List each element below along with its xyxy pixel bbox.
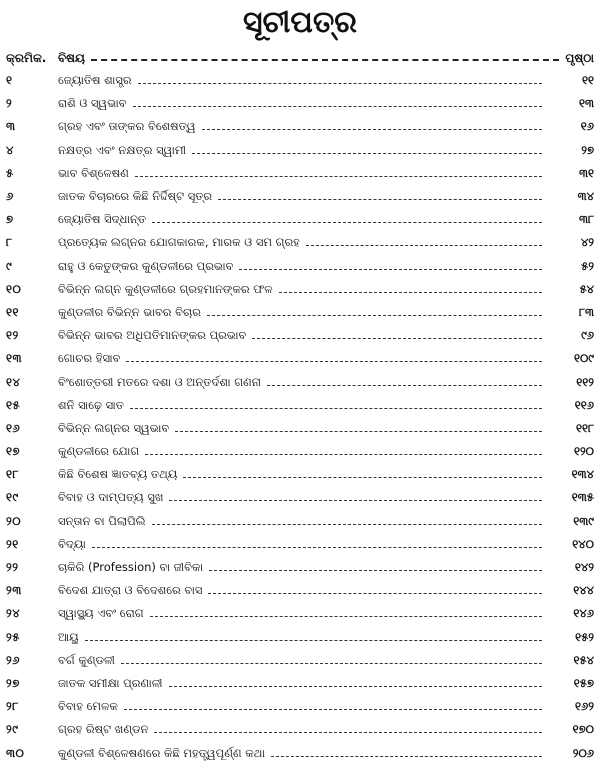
entry-topic: ଶନି ସାଢ଼େ ସାତ xyxy=(58,397,124,412)
page-title: ସୂଚୀପତ୍ର xyxy=(243,5,357,40)
leader-dashes xyxy=(208,593,542,594)
entry-page: ୧୪୬ xyxy=(573,606,594,621)
page-header: ପୃଷ୍ଠା xyxy=(565,50,594,65)
entry-number: ୨୦ xyxy=(6,513,22,528)
entry-page: ୮୩ xyxy=(578,304,594,319)
entry-number: ୨୧ xyxy=(6,536,19,551)
leader-dashes xyxy=(154,732,542,733)
entry-page: ୧୭୦ xyxy=(572,722,594,737)
leader-dashes xyxy=(85,640,542,641)
leader-dashes xyxy=(169,686,542,687)
entry-topic: ପ୍ରତ୍ୟେକ ଲଗ୍ନର ଯୋଗକାରକ, ମାରକ ଓ ସମ ଗ୍ରହ xyxy=(58,235,300,250)
toc-entry xyxy=(6,231,594,254)
toc-entry xyxy=(6,440,594,463)
entry-page: ୧୪୦ xyxy=(572,536,594,551)
entry-page: ୧୫୪ xyxy=(573,652,594,667)
entry-number: ୧୧ xyxy=(6,304,19,319)
toc-entry xyxy=(6,579,594,602)
entry-topic: କୁଣ୍ଡଳୀରେ ଯୋଗ xyxy=(58,444,140,459)
entry-topic: କୁଣ୍ଡଳୀର ବିଭିନ୍ନ ଭାବର ବିଚାର xyxy=(58,304,201,319)
entry-page: ୧୫୭ xyxy=(573,675,594,690)
entry-topic: ସ୍ୱାସ୍ଥ୍ୟ ଏବଂ ରୋଗ xyxy=(58,606,144,621)
entry-topic: ବିଭିନ୍ନ ଲଗ୍ନ କୁଣ୍ଡଳୀରେ ଗ୍ରହମାନଙ୍କର ଫଳ xyxy=(58,281,273,296)
entry-topic: ବିଦେଶ ଯାତ୍ରା ଓ ବିଦେଶରେ ବାସ xyxy=(58,583,203,598)
toc-entry xyxy=(6,255,594,278)
entry-topic: ଜ୍ୟୋତିଷ ଶାସ୍ତ୍ର xyxy=(58,73,132,88)
entry-number: ୮ xyxy=(6,235,13,250)
entry-number: ୫ xyxy=(6,165,14,180)
leader-dashes xyxy=(169,500,542,501)
entry-number: ୨୯ xyxy=(6,722,19,737)
leader-dashes xyxy=(152,222,542,223)
entry-number: ୨୮ xyxy=(6,699,19,714)
entry-topic: ଗୋଚର ହିସାବ xyxy=(58,351,121,366)
entry-topic: ଗ୍ରହ ଏବଂ ତାଙ୍କର ବିଶେଷତ୍ୱ xyxy=(58,119,196,134)
entry-page: ୧୦୯ xyxy=(573,351,594,366)
toc-entry xyxy=(6,394,594,417)
toc-entry xyxy=(6,162,594,185)
entry-number: ୧୨ xyxy=(6,328,19,343)
entry-page: ୩୧ xyxy=(578,165,594,180)
entry-number: ୨୬ xyxy=(6,652,20,667)
entry-number: ୪ xyxy=(6,142,14,157)
leader-dashes xyxy=(183,477,542,478)
entry-number: ୧୪ xyxy=(6,374,21,389)
leader-dashes xyxy=(121,663,542,664)
entry-topic: ବିଭିନ୍ନ ଭାବର ଅଧିପତିମାନଙ୍କର ପ୍ରଭାବ xyxy=(58,328,247,343)
leader-dashes xyxy=(192,153,542,154)
leader-dashes xyxy=(91,59,559,61)
leader-dashes xyxy=(152,524,542,525)
entry-page: ୧୬ xyxy=(580,119,594,134)
entry-page: ୧୩୫ xyxy=(571,490,594,505)
entry-number: ୨୪ xyxy=(6,606,21,621)
entry-number: ୩୦ xyxy=(6,745,25,760)
leader-dashes xyxy=(135,176,542,177)
toc-entry xyxy=(6,185,594,208)
entry-page: ୯୬ xyxy=(581,328,594,343)
leader-dashes xyxy=(126,361,542,362)
entry-number: ୧୯ xyxy=(6,490,19,505)
toc-header xyxy=(6,48,594,68)
entry-number: ୧୬ xyxy=(6,420,21,435)
toc-entry xyxy=(6,278,594,301)
serial-header: କ୍ରମିକ. xyxy=(6,50,47,65)
toc-entry xyxy=(6,626,594,649)
toc-entry xyxy=(6,510,594,533)
leader-dashes xyxy=(207,315,542,316)
toc-entry xyxy=(6,347,594,370)
entry-page: ୧୫୨ xyxy=(575,629,594,644)
entry-number: ୧୭ xyxy=(6,444,21,459)
leader-dashes xyxy=(271,756,542,757)
entry-page: ୧୩୪ xyxy=(571,467,594,482)
entry-page: ୧୩ xyxy=(578,96,594,111)
entry-page: ୨୦୬ xyxy=(572,745,594,760)
entry-number: ୨୩ xyxy=(6,583,22,598)
entry-topic: କିଛି ବିଶେଷ ଜ୍ଞାତବ୍ୟ ତଥ୍ୟ xyxy=(58,467,178,482)
entry-page: ୧୧୬ xyxy=(574,397,594,412)
leader-dashes xyxy=(306,245,542,246)
entry-page: ୧୧୮ xyxy=(576,420,594,435)
entry-number: ୯ xyxy=(6,258,13,273)
entry-page: ୧୧ xyxy=(582,73,594,88)
entry-number: ୧ xyxy=(6,73,13,88)
leader-dashes xyxy=(150,616,542,617)
toc-entry xyxy=(6,463,594,486)
entry-topic: ନକ୍ଷତ୍ର ଏବଂ ନକ୍ଷତ୍ର ସ୍ୱାମୀ xyxy=(58,142,187,157)
leader-dashes xyxy=(175,431,542,432)
entry-page: ୧୧୨ xyxy=(576,374,594,389)
toc-entry xyxy=(6,417,594,440)
toc-entry xyxy=(6,533,594,556)
entry-page: ୧୨୦ xyxy=(573,444,594,459)
toc-list xyxy=(6,69,594,765)
leader-dashes xyxy=(138,83,542,84)
entry-topic: ବିବାହ ଓ ଦାମ୍ପତ୍ୟ ସୁଖ xyxy=(58,490,164,505)
entry-number: ୨ xyxy=(6,96,13,111)
toc-entry xyxy=(6,556,594,579)
leader-dashes xyxy=(92,547,542,548)
leader-dashes xyxy=(130,408,542,409)
toc-entry xyxy=(6,115,594,138)
toc-entry xyxy=(6,324,594,347)
toc-entry xyxy=(6,301,594,324)
entry-number: ୨୨ xyxy=(6,560,19,575)
entry-page: ୩୪ xyxy=(577,189,594,204)
leader-dashes xyxy=(124,709,542,710)
entry-topic: ଜାତକ ବିଚାରରେ କିଛି ନିର୍ଦ୍ଦିଷ୍ଟ ସୂତ୍ର xyxy=(58,189,213,204)
leader-dashes xyxy=(145,454,542,455)
entry-page: ୫୨ xyxy=(581,258,594,273)
leader-dashes xyxy=(209,570,542,571)
topic-header: ବିଷୟ xyxy=(58,50,85,65)
entry-topic: ସନ୍ତାନ ବା ପିଲାପିଲି xyxy=(58,513,146,528)
entry-number: ୨୫ xyxy=(6,629,20,644)
leader-dashes xyxy=(239,269,542,270)
entry-topic: ବର୍ଗ କୁଣ୍ଡଳୀ xyxy=(58,652,115,667)
entry-number: ୨୭ xyxy=(6,675,20,690)
toc-entry xyxy=(6,69,594,92)
entry-page: ୩୮ xyxy=(578,212,594,227)
entry-page: ୧୩୯ xyxy=(573,513,594,528)
entry-topic: ରାହୁ ଓ କେତୁଙ୍କର କୁଣ୍ଡଳୀରେ ପ୍ରଭାବ xyxy=(58,258,234,273)
entry-number: ୩ xyxy=(6,119,16,134)
entry-page: ୫୪ xyxy=(579,281,594,296)
entry-number: ୧୮ xyxy=(6,467,19,482)
entry-topic: ବିଭିନ୍ନ ଲଗ୍ନର ସ୍ୱଭାବ xyxy=(58,420,170,435)
entry-topic: ଚାକିରି (Profession) ବା ଜୀବିକା xyxy=(58,560,204,575)
toc-entry xyxy=(6,672,594,695)
toc-entry xyxy=(6,370,594,393)
entry-number: ୧୩ xyxy=(6,351,23,366)
entry-number: ୧୦ xyxy=(6,281,22,296)
entry-topic: ଭାବ ବିଶ୍ଳେଷଣ xyxy=(58,165,129,180)
entry-topic: ଆୟୁ xyxy=(58,629,79,644)
entry-page: ୧୪୪ xyxy=(573,583,594,598)
entry-topic: ବିଦ୍ୟା xyxy=(58,536,86,551)
entry-page: ୧୬୨ xyxy=(575,699,594,714)
toc-entry xyxy=(6,208,594,231)
toc-entry xyxy=(6,486,594,509)
entry-number: ୧୫ xyxy=(6,397,21,412)
entry-page: ୪୨ xyxy=(580,235,594,250)
entry-topic: ବିବାହ ମେଳକ xyxy=(58,699,118,714)
entry-topic: ରାଶି ଓ ସ୍ୱଭାବ xyxy=(58,96,127,111)
leader-dashes xyxy=(218,199,542,200)
entry-topic: କୁଣ୍ଡଳୀ ବିଶ୍ଳେଷଣରେ କିଛି ମହତ୍ତ୍ୱପୂର୍ଣ୍ଣ କଥା xyxy=(58,745,265,760)
toc-entry xyxy=(6,139,594,162)
leader-dashes xyxy=(267,385,542,386)
leader-dashes xyxy=(279,292,542,293)
entry-number: ୬ xyxy=(6,189,14,204)
leader-dashes xyxy=(252,338,542,339)
entry-topic: ବିଂଶୋତ୍ତରୀ ମତରେ ଦଶା ଓ ଅନ୍ତର୍ଦଶା ଗଣନା xyxy=(58,374,261,389)
entry-topic: ଜ୍ୟୋତିଷ ସିଦ୍ଧାନ୍ତ xyxy=(58,212,147,227)
toc-entry xyxy=(6,649,594,672)
leader-dashes xyxy=(202,129,542,130)
toc-entry xyxy=(6,695,594,718)
toc-entry xyxy=(6,741,594,764)
entry-page: ୧୪୨ xyxy=(574,560,594,575)
toc-entry xyxy=(6,718,594,741)
toc-entry xyxy=(6,92,594,115)
entry-page: ୨୭ xyxy=(581,142,594,157)
leader-dashes xyxy=(133,106,542,107)
toc-entry xyxy=(6,602,594,625)
entry-number: ୭ xyxy=(6,212,14,227)
entry-topic: ଜାତକ ସମୀକ୍ଷା ପ୍ରଣାଳୀ xyxy=(58,675,163,690)
entry-topic: ଗ୍ରହ ରିଷ୍ଟ ଖଣ୍ଡନ xyxy=(58,722,149,737)
